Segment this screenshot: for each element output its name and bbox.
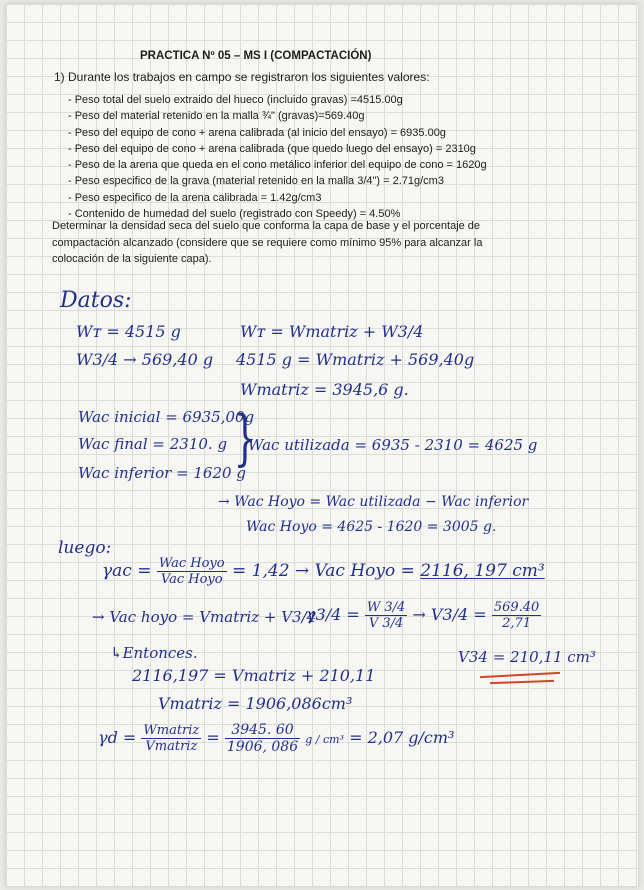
equation-weight-sum: Wᴛ = Wmatriz + W3/4	[240, 322, 424, 341]
list-item: - Peso especifico de la arena calibrada = 1.42g/cm3	[68, 191, 322, 204]
v34-result: V34 = 210,11 cm³	[458, 648, 596, 666]
wmatriz-result: Wmatriz = 3945,6 g.	[240, 380, 409, 399]
list-item: - Peso del material retenido en la malla ¾" (gravas)=569.40g	[68, 110, 365, 123]
entonces-label: ↳Entonces.	[110, 644, 198, 662]
v34-label: → V3/4 =	[412, 605, 487, 624]
list-item: - Peso total del suelo extraido del hueco (incluido gravas) =4515.00g	[68, 94, 403, 106]
luego-label: luego:	[58, 538, 112, 558]
gamma-d-denominator: Vmatriz	[145, 739, 198, 754]
gamma-34-fraction	[365, 600, 407, 631]
gamma-d-result: = 2,07 g/cm³	[349, 728, 455, 747]
gamma-ac-denominator: Vac Hoyo	[160, 572, 223, 587]
gamma-ac-label: γac =	[102, 561, 152, 581]
red-underline-1	[480, 672, 560, 678]
v34-denominator: 2,71	[502, 616, 532, 631]
gamma-d-label: γd =	[98, 728, 137, 747]
wac-initial: Wac inicial = 6935,00g	[78, 408, 255, 426]
problem-statement: Determinar la densidad seca del suelo que conforma la capa de base y el porcentaje de compactación alcanzado (considere que se requiere como mínimo 95% para alcanzar la colocación de la siguiente capa).	[52, 220, 483, 265]
gamma-ac-fraction	[157, 556, 227, 587]
entonces-equation: 2116,197 = Vmatriz + 210,11	[132, 666, 376, 685]
gamma-34-label: γ3/4 =	[306, 605, 360, 624]
practice-title: PRACTICA Nº 05 – MS I (COMPACTACIÓN)	[140, 50, 372, 62]
v34-numerator: 569.40	[493, 600, 540, 615]
wac-hoyo-result: Wac Hoyo = 4625 - 1620 = 3005 g.	[246, 519, 497, 535]
paper-sheet	[6, 4, 638, 886]
equation-weight-substitution: 4515 g = Wmatriz + 569,40g	[236, 350, 475, 369]
gamma-34-expression	[306, 600, 541, 631]
wac-inferior: Wac inferior = 1620 g	[78, 464, 246, 482]
grouping-brace: }	[233, 403, 257, 473]
gamma-d-equals: =	[206, 728, 220, 747]
wt-value: Wᴛ = 4515 g	[76, 322, 181, 341]
gamma-d-units: g / cm³	[305, 733, 344, 746]
question-1: 1) Durante los trabajos en campo se registraron los siguientes valores:	[54, 70, 430, 84]
gamma-34-numerator: W 3/4	[366, 600, 406, 615]
datos-heading: Datos:	[60, 288, 132, 313]
wac-hoyo-formula: → Wac Hoyo = Wac utilizada − Wac inferior	[218, 494, 529, 510]
wac-final: Wac final = 2310. g	[78, 435, 228, 453]
vac-hoyo-equation: → Vac hoyo = Vmatriz + V3/4	[92, 608, 317, 626]
data-list	[68, 92, 487, 222]
gamma-d-fraction	[141, 723, 201, 754]
gamma-ac-expression	[102, 556, 545, 587]
wac-utilizada: Wac utilizada = 6935 - 2310 = 4625 g	[248, 436, 538, 454]
vmatriz-result: Vmatriz = 1906,086cm³	[158, 694, 353, 713]
gamma-34-denominator: V 3/4	[368, 616, 404, 631]
v34-fraction	[492, 600, 542, 631]
list-item: - Peso especifico de la grava (material retenido en la malla 3/4") = 2.71g/cm3	[68, 175, 444, 188]
list-item: - Peso del equipo de cono + arena calibrada (al inicio del ensayo) = 6935.00g	[68, 126, 446, 139]
gamma-d-value-numerator: 3945. 60	[225, 722, 300, 739]
dry-density-expression	[98, 722, 454, 755]
vac-hoyo-value: 2116, 197 cm³	[420, 561, 545, 581]
gamma-ac-result: = 1,42 → Vac Hoyo =	[232, 561, 415, 581]
list-item: - Peso de la arena que queda en el cono metálico inferior del equipo de cono = 1620g	[68, 159, 487, 172]
list-item: - Contenido de humedad del suelo (registrado con Speedy) = 4.50%	[68, 208, 401, 221]
list-item: - Peso del equipo de cono + arena calibrada (que quedo luego del ensayo) = 2310g	[68, 142, 476, 155]
gamma-d-numerator: Wmatriz	[143, 723, 200, 738]
red-underline-2	[490, 680, 554, 684]
gamma-ac-numerator: Wac Hoyo	[158, 556, 225, 571]
w34-value: W3/4 → 569,40 g	[76, 350, 214, 369]
gamma-d-values	[225, 722, 300, 755]
gamma-d-value-denominator: 1906, 086	[226, 739, 299, 755]
